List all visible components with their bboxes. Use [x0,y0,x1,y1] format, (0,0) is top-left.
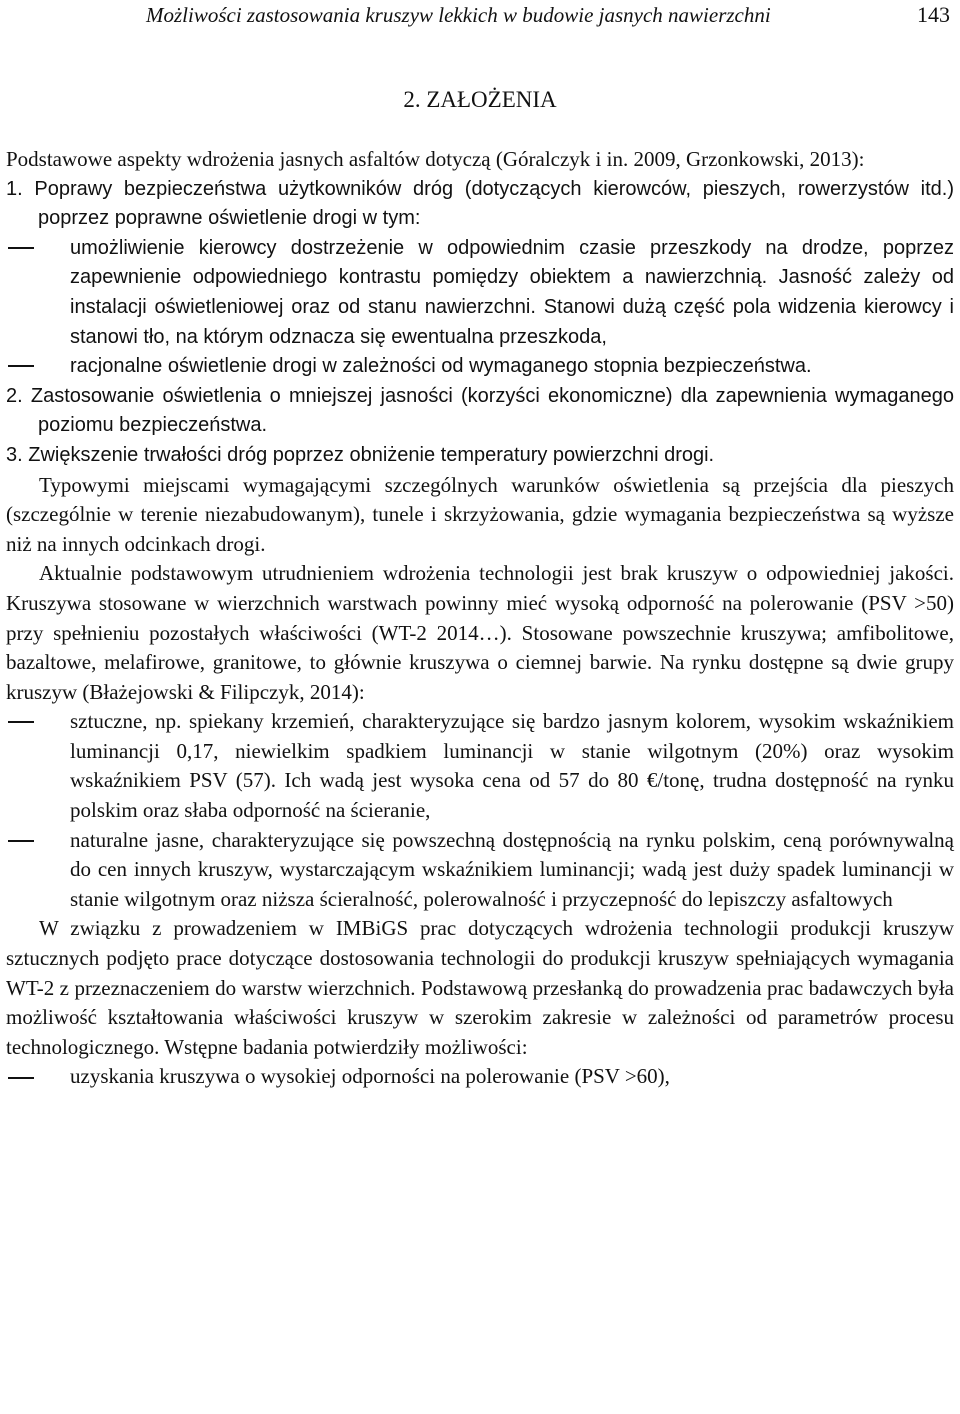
paragraph-imbigs: W związku z prowadzeniem w IMBiGS prac dotyczących wdrożenia technologii produkcji kruszyw sztucznych podjęto prace dotyczące dostosowania technologii do produkcji kruszyw spełniających wymagania WT-2 z przeznaczeniem do warstw wierzchnich. Podstawową przesłanką do prowadzenia prac badawczych była możliwość kształtowania właściwości kruszyw w szerokim zakresie w zależności od parametrów procesu technologicznego. Wstępne badania potwierdziły możliwości: [6,916,954,1059]
dash-bullet [8,826,34,856]
page-number: 143 [917,2,950,27]
running-header [146,2,950,28]
paragraph-typical-locations: Typowymi miejscami wymagającymi szczególnych warunków oświetlenia są przejścia dla pieszych (szczególnie w terenie niezabudowanym), tunele i skrzyżowania, gdzie wymagania bezpieczeństwa są wyższe niż na innych odcinkach drogi. [6,472,954,556]
dash-text: racjonalne oświetlenie drogi w zależności od wymaganego stopnia bezpieczeństwa. [70,355,812,378]
aggregate-group-synthetic [6,707,954,825]
dash-text: uzyskania kruszywa o wysokiej odporności na polerowanie (PSV >60), [70,1064,670,1089]
list-item-2: 2. Zastosowanie oświetlenia o mniejszej jasności (korzyści ekonomiczne) dla zapewnienia wymaganego poziomu bezpieczeństwa. [6,384,954,437]
dash-bullet [8,352,34,382]
dash-text: umożliwienie kierowcy dostrzeżenie w odpowiednim czasie przeszkody na drodze, poprzez zapewnienie odpowiedniego kontrastu pomiędzy obiektem a nawierzchnią. Jasność zależy od instalacji oświetleniowej oraz od stanu nawierzchni. Stanowi dużą część pola widzenia kierowcy i stanowi tło, na którym odznacza się ewentualna przeszkoda, [70,236,954,348]
body-text [6,145,954,1092]
dash-text: naturalne jasne, charakteryzujące się powszechną dostępnością na rynku polskim, ceną porównywalną do cen innych kruszyw, wystarczającym wskaźnikiem luminancji; wadą jest duży spadek luminancji w stanie wilgotnym oraz niższa ścieralność, polerowalność i przyczepność do lepiszczy asfaltowych [70,827,954,911]
section-heading: 2. ZAŁOŻENIA [403,87,557,112]
running-title: Możliwości zastosowania kruszyw lekkich w budowie jasnych nawierzchni [146,3,771,27]
list-item-1: 1. Poprawy bezpieczeństwa użytkowników dróg (dotyczących kierowców, pieszych, rowerzystów itd.) poprzez poprawne oświetlenie drogi w tym: [6,177,954,230]
aggregate-group-natural [6,826,954,915]
dash-bullet [8,234,34,264]
dash-bullet [8,1062,34,1092]
dash-text: sztuczne, np. spiekany krzemień, charakteryzujące się bardzo jasnym kolorem, wysokim wskaźnikiem luminancji 0,17, niewielkim spadkiem luminancji w stanie wilgotnym (20%) oraz wysokim wskaźnikiem PSV (57). Ich wadą jest wysoka cena od 57 do 80 €/tonę, trudna dostępność na rynku polskim oraz słaba odporność na ścieranie, [70,709,954,823]
list-item-1-dash-1 [6,234,954,352]
result-dash-item [6,1062,954,1092]
dash-bullet [8,707,34,737]
paragraph-aggregate-problem: Aktualnie podstawowym utrudnieniem wdrożenia technologii jest brak kruszyw o odpowiedniej jakości. Kruszywa stosowane w wierzchnich warstwach powinny mieć wysoką odporność na polerowanie (PSV >50) przy spełnieniu pozostałych właściwości (WT-2 2014…). Stosowane powszechnie kruszywa; amfibolitowe, bazaltowe, melafirowe, granitowe, to głównie kruszywa o ciemnej barwie. Na rynku dostępne są dwie grupy kruszyw (Błażejowski & Filipczyk, 2014): [6,561,954,704]
list-item-3: 3. Zwiększenie trwałości dróg poprzez obniżenie temperatury powierzchni drogi. [6,443,715,466]
list-item-1-dash-2 [6,352,954,382]
intro-paragraph: Podstawowe aspekty wdrożenia jasnych asfaltów dotyczą (Góralczyk i in. 2009, Grzonkowski, 2013): [6,147,865,171]
